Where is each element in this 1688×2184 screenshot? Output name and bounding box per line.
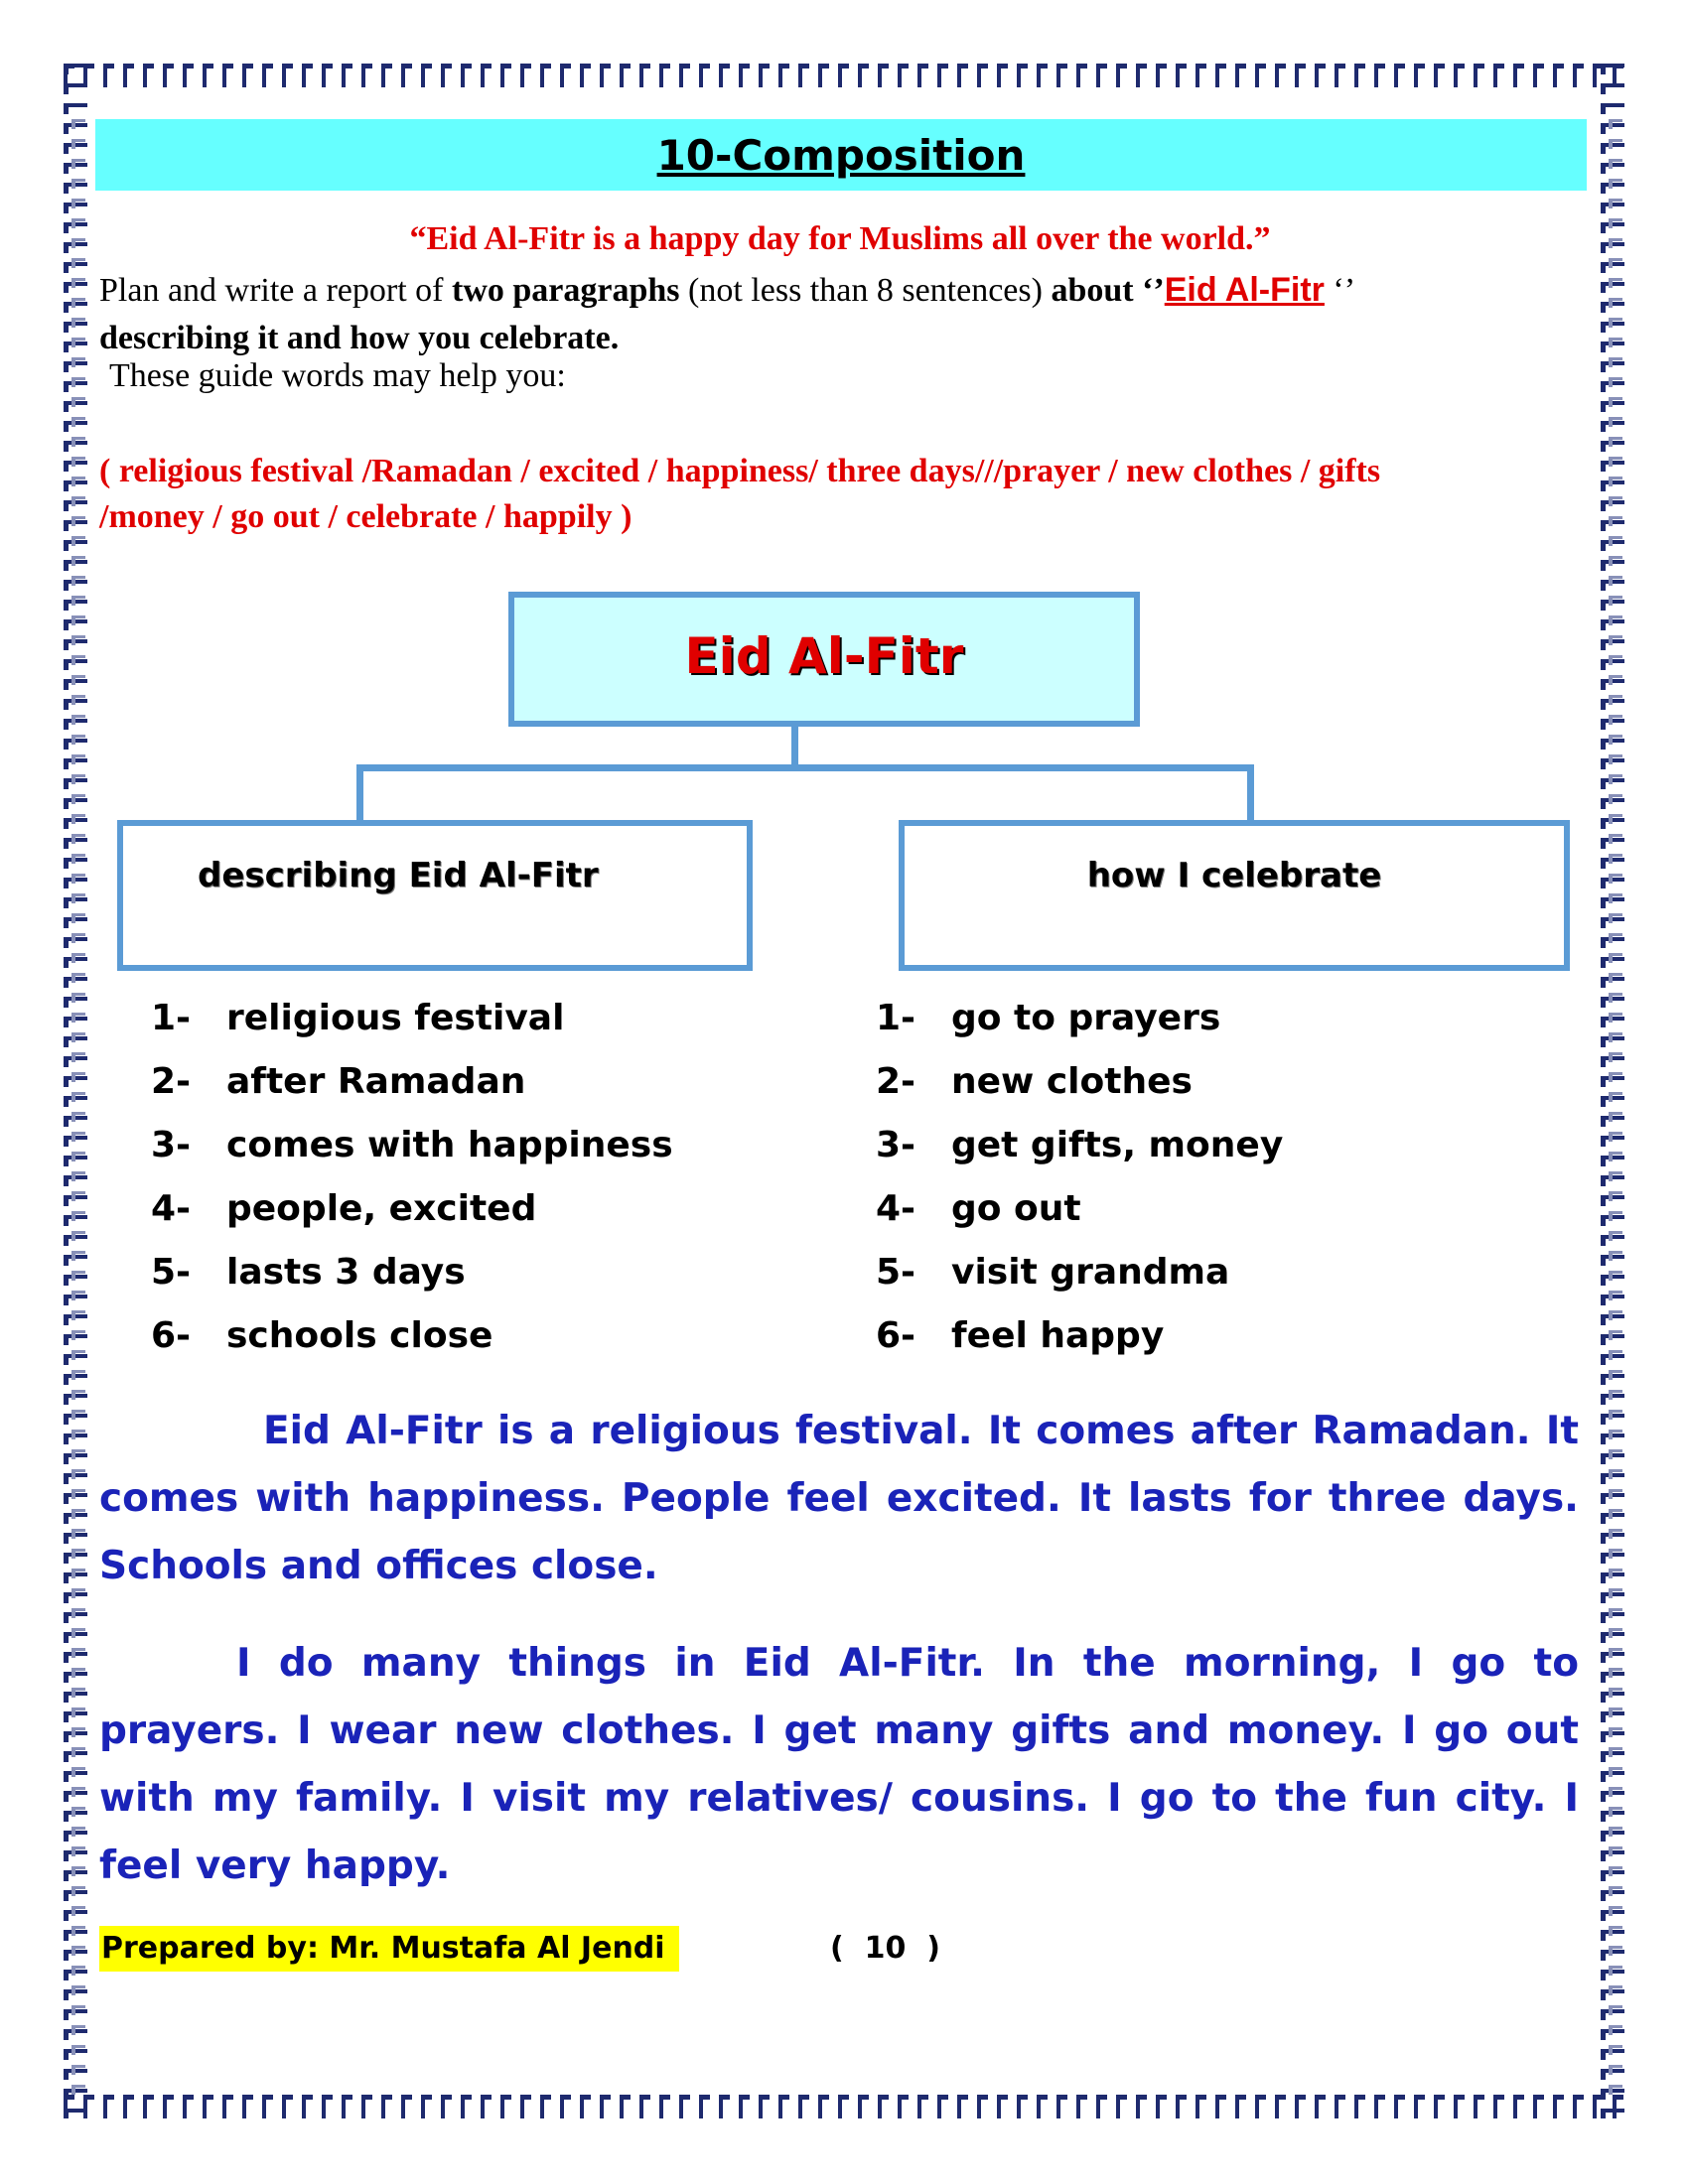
instr-bold-1: two paragraphs [452, 272, 680, 309]
guide-words-line-1: ( religious festival /Ramadan / excited / happiness/ three days///prayer / new clothes / gifts [99, 453, 1381, 489]
list-text: after Ramadan [226, 1061, 526, 1102]
instr-close-quote: ‘’ [1324, 272, 1356, 309]
topic-quote: “Eid Al-Fitr is a happy day for Muslims all over the world.” [409, 220, 1271, 257]
connector-bar [356, 764, 1254, 771]
paragraph-describing: Eid Al-Fitr is a religious festival. It comes after Ramadan. It comes with happiness. People feel excited. It lasts for three days. Schools and offices close. [99, 1409, 1579, 1588]
diagram-left-label: describing Eid Al-Fitr [198, 856, 599, 895]
diagram-left-box [117, 820, 753, 971]
list-text: schools close [226, 1315, 493, 1356]
instr-text-2: (not less than 8 sentences) [679, 272, 1052, 309]
list-text: new clothes [951, 1061, 1193, 1102]
list-num: 1- [876, 998, 915, 1038]
prepared-by: Prepared by: Mr. Mustafa Al Jendi [99, 1926, 679, 1972]
page-border-bottom [64, 2095, 1632, 2118]
list-text: lasts 3 days [226, 1252, 466, 1293]
list-text: get gifts, money [951, 1125, 1284, 1165]
instr-open-quote: ‘’ [1133, 272, 1165, 309]
instr-bold-2: about [1051, 272, 1134, 309]
connector-right-drop [1247, 764, 1254, 820]
list-num: 2- [876, 1061, 915, 1102]
page-number: ( 10 ) [830, 1931, 940, 1966]
list-num: 3- [151, 1125, 191, 1165]
guide-text: These guide words may help you: [109, 357, 566, 394]
diagram-main-box [508, 592, 1140, 727]
list-num: 3- [876, 1125, 915, 1165]
page-border-top [64, 64, 1632, 87]
connector-stem [791, 727, 798, 768]
instr-topic: Eid Al-Fitr [1164, 271, 1325, 309]
title-bar [95, 119, 1587, 191]
list-text: feel happy [951, 1315, 1165, 1356]
diagram-main-label: Eid Al-Fitr [684, 627, 964, 685]
list-text: people, excited [226, 1188, 537, 1229]
page-title: 10-Composition [656, 130, 1026, 180]
list-text: go out [951, 1188, 1081, 1229]
page-border-left-inner [71, 119, 95, 2095]
list-text: go to prayers [951, 998, 1221, 1038]
connector-left-drop [356, 764, 363, 820]
list-num: 4- [151, 1188, 191, 1229]
diagram-right-label: how I celebrate [1086, 856, 1382, 895]
diagram-right-box [899, 820, 1570, 971]
instr-text-1: Plan and write a report of [99, 272, 452, 309]
list-text: visit grandma [951, 1252, 1230, 1293]
list-num: 4- [876, 1188, 915, 1229]
list-num: 1- [151, 998, 191, 1038]
list-num: 6- [876, 1315, 915, 1356]
list-text: religious festival [226, 998, 565, 1038]
list-num: 6- [151, 1315, 191, 1356]
guide-words-line-2: /money / go out / celebrate / happily ) [99, 498, 633, 535]
guide-words [99, 449, 1589, 540]
list-num: 5- [876, 1252, 915, 1293]
paragraph-celebrating: I do many things in Eid Al-Fitr. In the morning, I go to prayers. I wear new clothes. I get many gifts and money. I go out with my family. I visit my relatives/ cousins. I go to the fun city. I feel very happy. [99, 1641, 1579, 1888]
page-border-right-inner [1609, 119, 1632, 2095]
instr-bold-3: describing it and how you celebrate. [99, 320, 620, 356]
list-num: 5- [151, 1252, 191, 1293]
instructions [99, 266, 1589, 362]
list-text: comes with happiness [226, 1125, 673, 1165]
list-num: 2- [151, 1061, 191, 1102]
